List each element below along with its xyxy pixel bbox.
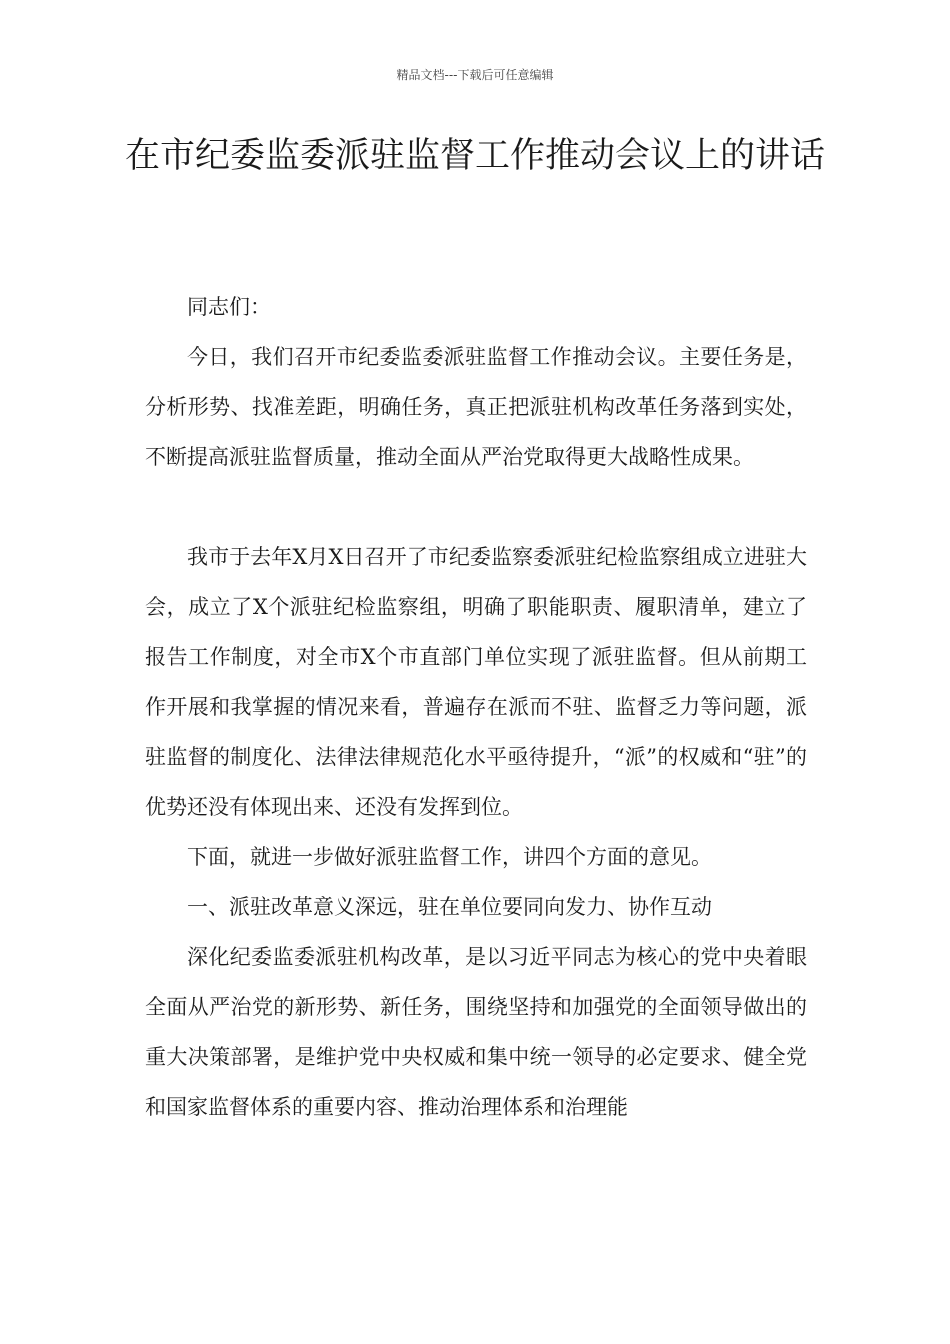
section-heading-1: 一、派驻改革意义深远，驻在单位要同向发力、协作互动 xyxy=(187,895,712,919)
document-body xyxy=(145,282,807,1132)
paragraph-background: 我市于去年X月X日召开了市纪委监察委派驻纪检监察组成立进驻大会，成立了X个派驻纪检监察组，明确了职能职责、履职清单，建立了报告工作制度，对全市X个市直部门单位实现了派驻监督。但从前期工作开展和我掌握的情况来看，普遍存在派而不驻、监督乏力等问题，派驻监督的制度化、法律法律规范化水平亟待提升，“派”的权威和“驻”的优势还没有体现出来、还没有发挥到位。 xyxy=(145,545,807,819)
salutation: 同志们： xyxy=(187,295,271,319)
paragraph-intro: 今日，我们召开市纪委监委派驻监督工作推动会议。主要任务是，分析形势、找准差距，明确任务，真正把派驻机构改革任务落到实处，不断提高派驻监督质量，推动全面从严治党取得更大战略性成果。 xyxy=(145,345,807,469)
document-title: 在市纪委监委派驻监督工作推动会议上的讲话 xyxy=(124,136,825,176)
paragraph-transition: 下面，就进一步做好派驻监督工作，讲四个方面的意见。 xyxy=(187,845,712,869)
header-note: 精品文档---下载后可任意编辑 xyxy=(396,68,554,82)
paragraph-section-1: 深化纪委监委派驻机构改革，是以习近平同志为核心的党中央着眼全面从严治党的新形势、新任务，围绕坚持和加强党的全面领导做出的重大决策部署，是维护党中央权威和集中统一领导的必定要求、健全党和国家监督体系的重要内容、推动治理体系和治理能 xyxy=(145,945,807,1119)
